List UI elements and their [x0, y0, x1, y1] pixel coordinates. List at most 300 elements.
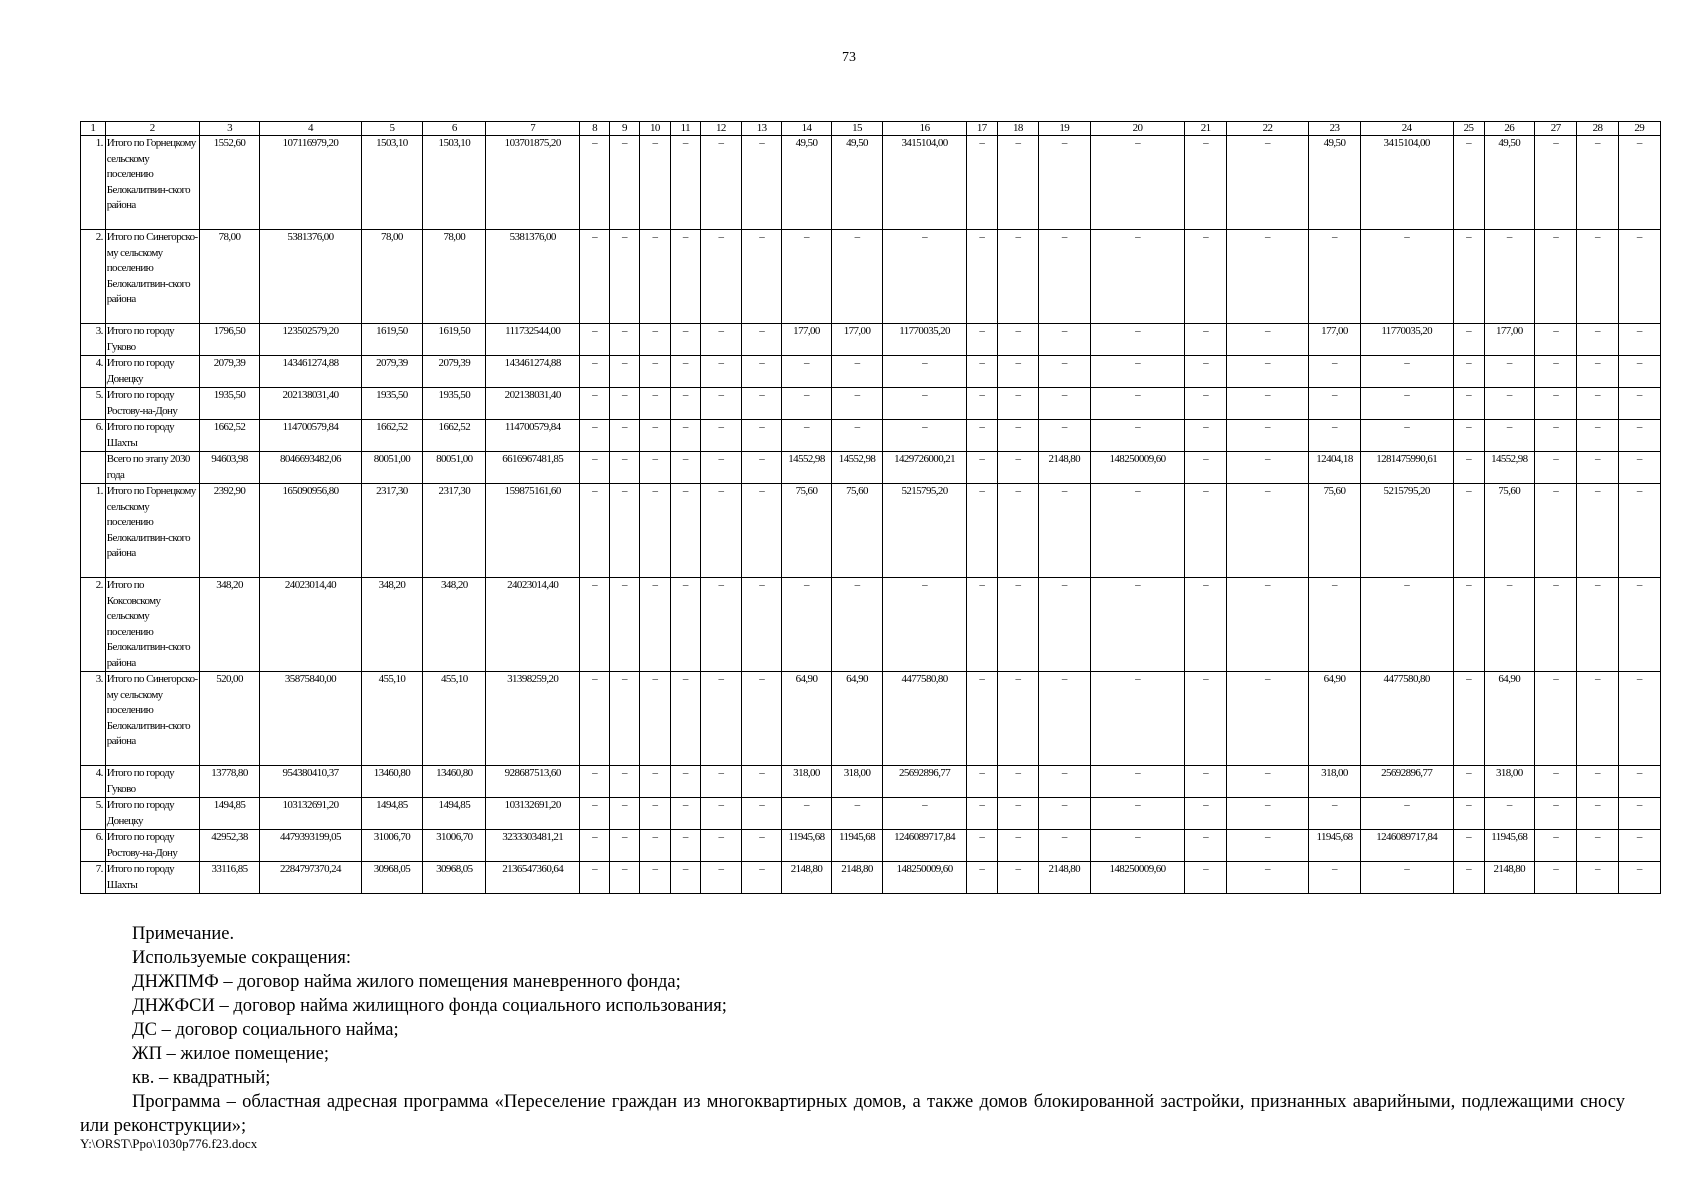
value-cell: 75,60: [1484, 484, 1535, 578]
empty-value-cell: –: [1535, 388, 1577, 420]
notes-title: Примечание.: [132, 924, 235, 944]
empty-value-cell: –: [639, 830, 670, 862]
notes-section: [80, 922, 1625, 1138]
empty-value-cell: –: [782, 230, 832, 324]
value-cell: 78,00: [199, 230, 260, 324]
empty-value-cell: –: [966, 766, 997, 798]
empty-value-cell: –: [1453, 862, 1484, 894]
empty-value-cell: –: [670, 830, 700, 862]
table-row: [81, 452, 1661, 484]
column-header: 21: [1185, 122, 1226, 136]
empty-value-cell: –: [1535, 420, 1577, 452]
empty-value-cell: –: [610, 356, 640, 388]
value-cell: 3415104,00: [883, 136, 967, 230]
empty-value-cell: –: [580, 356, 610, 388]
value-cell: 4477580,80: [883, 672, 967, 766]
empty-value-cell: –: [1577, 452, 1618, 484]
empty-value-cell: –: [610, 420, 640, 452]
value-cell: 14552,98: [782, 452, 832, 484]
column-header: 13: [742, 122, 782, 136]
empty-value-cell: –: [700, 672, 741, 766]
empty-value-cell: –: [1618, 324, 1660, 356]
empty-value-cell: –: [1453, 356, 1484, 388]
empty-value-cell: –: [997, 578, 1038, 672]
empty-value-cell: –: [580, 388, 610, 420]
empty-value-cell: –: [639, 452, 670, 484]
empty-value-cell: –: [1226, 388, 1309, 420]
value-cell: 13460,80: [423, 766, 486, 798]
value-cell: 2079,39: [199, 356, 260, 388]
column-header: 4: [260, 122, 361, 136]
program-definition: Программа – областная адресная программа «Переселение граждан из многоквартирных домов, а также домов блокированной застройки, признанных аварийными, подлежащими сносу или реконструкции»;: [80, 1092, 1625, 1136]
column-header: 28: [1577, 122, 1618, 136]
empty-value-cell: –: [742, 672, 782, 766]
abbreviation-item: кв. – квадратный;: [132, 1068, 271, 1088]
empty-value-cell: –: [1577, 578, 1618, 672]
empty-value-cell: –: [1309, 862, 1361, 894]
column-header: 12: [700, 122, 741, 136]
value-cell: 33116,85: [199, 862, 260, 894]
empty-value-cell: –: [1618, 388, 1660, 420]
empty-value-cell: –: [1618, 578, 1660, 672]
empty-value-cell: –: [1226, 798, 1309, 830]
empty-value-cell: –: [1090, 830, 1185, 862]
value-cell: 25692896,77: [1360, 766, 1453, 798]
value-cell: 4479393199,05: [260, 830, 361, 862]
value-cell: 1503,10: [361, 136, 423, 230]
value-cell: 14552,98: [1484, 452, 1535, 484]
empty-value-cell: –: [1090, 672, 1185, 766]
value-cell: 14552,98: [831, 452, 883, 484]
empty-value-cell: –: [580, 862, 610, 894]
empty-value-cell: –: [1618, 862, 1660, 894]
empty-value-cell: –: [1226, 420, 1309, 452]
empty-value-cell: –: [580, 420, 610, 452]
empty-value-cell: –: [610, 388, 640, 420]
empty-value-cell: –: [1226, 136, 1309, 230]
empty-value-cell: –: [997, 356, 1038, 388]
value-cell: 3233303481,21: [486, 830, 580, 862]
row-label-cell: Итого по городу Гуково: [105, 324, 199, 356]
data-table-container: [80, 121, 1661, 894]
value-cell: 24023014,40: [260, 578, 361, 672]
table-row: [81, 672, 1661, 766]
row-label-cell: Итого по городу Ростову-на-Дону: [105, 830, 199, 862]
value-cell: 13460,80: [361, 766, 423, 798]
empty-value-cell: –: [1226, 230, 1309, 324]
value-cell: 11945,68: [1309, 830, 1361, 862]
row-number-cell: 3.: [81, 324, 106, 356]
empty-value-cell: –: [1226, 862, 1309, 894]
empty-value-cell: –: [831, 356, 883, 388]
table-row: [81, 324, 1661, 356]
empty-value-cell: –: [610, 136, 640, 230]
value-cell: 4477580,80: [1360, 672, 1453, 766]
empty-value-cell: –: [639, 230, 670, 324]
value-cell: 11945,68: [1484, 830, 1535, 862]
empty-value-cell: –: [610, 672, 640, 766]
row-number-cell: 2.: [81, 578, 106, 672]
empty-value-cell: –: [997, 452, 1038, 484]
value-cell: 111732544,00: [486, 324, 580, 356]
table-row: [81, 578, 1661, 672]
empty-value-cell: –: [883, 420, 967, 452]
empty-value-cell: –: [1453, 578, 1484, 672]
empty-value-cell: –: [639, 484, 670, 578]
value-cell: 954380410,37: [260, 766, 361, 798]
value-cell: 455,10: [361, 672, 423, 766]
value-cell: 202138031,40: [260, 388, 361, 420]
value-cell: 1935,50: [361, 388, 423, 420]
empty-value-cell: –: [639, 136, 670, 230]
row-number-cell: 5.: [81, 388, 106, 420]
column-header: 22: [1226, 122, 1309, 136]
value-cell: 348,20: [361, 578, 423, 672]
empty-value-cell: –: [997, 136, 1038, 230]
empty-value-cell: –: [610, 230, 640, 324]
empty-value-cell: –: [831, 798, 883, 830]
value-cell: 80051,00: [423, 452, 486, 484]
empty-value-cell: –: [1185, 420, 1226, 452]
empty-value-cell: –: [1039, 324, 1091, 356]
row-label-cell: Итого по Горнецкому сельскому поселению Белокалитвин-ского района: [105, 484, 199, 578]
empty-value-cell: –: [831, 388, 883, 420]
value-cell: 11770035,20: [883, 324, 967, 356]
empty-value-cell: –: [742, 388, 782, 420]
empty-value-cell: –: [1309, 388, 1361, 420]
empty-value-cell: –: [742, 798, 782, 830]
empty-value-cell: –: [782, 356, 832, 388]
empty-value-cell: –: [700, 388, 741, 420]
empty-value-cell: –: [700, 862, 741, 894]
value-cell: 2392,90: [199, 484, 260, 578]
empty-value-cell: –: [1577, 356, 1618, 388]
empty-value-cell: –: [1185, 862, 1226, 894]
empty-value-cell: –: [1185, 452, 1226, 484]
value-cell: 31006,70: [423, 830, 486, 862]
empty-value-cell: –: [1535, 484, 1577, 578]
value-cell: 1494,85: [423, 798, 486, 830]
value-cell: 49,50: [831, 136, 883, 230]
empty-value-cell: –: [742, 420, 782, 452]
empty-value-cell: –: [997, 388, 1038, 420]
empty-value-cell: –: [1453, 484, 1484, 578]
empty-value-cell: –: [670, 766, 700, 798]
empty-value-cell: –: [700, 766, 741, 798]
value-cell: 2148,80: [1484, 862, 1535, 894]
empty-value-cell: –: [966, 356, 997, 388]
empty-value-cell: –: [1039, 136, 1091, 230]
value-cell: 103132691,20: [486, 798, 580, 830]
table-row: [81, 230, 1661, 324]
empty-value-cell: –: [997, 862, 1038, 894]
value-cell: 202138031,40: [486, 388, 580, 420]
empty-value-cell: –: [639, 324, 670, 356]
empty-value-cell: –: [966, 452, 997, 484]
empty-value-cell: –: [1090, 766, 1185, 798]
row-label-cell: Итого по городу Шахты: [105, 420, 199, 452]
empty-value-cell: –: [1185, 578, 1226, 672]
value-cell: 1494,85: [199, 798, 260, 830]
row-number-cell: 1.: [81, 136, 106, 230]
empty-value-cell: –: [1577, 862, 1618, 894]
value-cell: 5381376,00: [486, 230, 580, 324]
value-cell: 49,50: [782, 136, 832, 230]
empty-value-cell: –: [610, 324, 640, 356]
empty-value-cell: –: [1453, 136, 1484, 230]
value-cell: 143461274,88: [260, 356, 361, 388]
value-cell: 5381376,00: [260, 230, 361, 324]
empty-value-cell: –: [1535, 862, 1577, 894]
value-cell: 114700579,84: [260, 420, 361, 452]
empty-value-cell: –: [966, 862, 997, 894]
empty-value-cell: –: [670, 136, 700, 230]
value-cell: 11770035,20: [1360, 324, 1453, 356]
empty-value-cell: –: [1453, 798, 1484, 830]
row-label-cell: Итого по городу Шахты: [105, 862, 199, 894]
empty-value-cell: –: [1453, 672, 1484, 766]
empty-value-cell: –: [700, 356, 741, 388]
empty-value-cell: –: [1185, 798, 1226, 830]
empty-value-cell: –: [1090, 356, 1185, 388]
row-label-cell: Итого по Синегорско-му сельскому поселению Белокалитвин-ского района: [105, 230, 199, 324]
value-cell: 64,90: [782, 672, 832, 766]
value-cell: 8046693482,06: [260, 452, 361, 484]
table-row: [81, 484, 1661, 578]
column-header: 18: [997, 122, 1038, 136]
empty-value-cell: –: [1185, 830, 1226, 862]
value-cell: 1246089717,84: [883, 830, 967, 862]
value-cell: 49,50: [1484, 136, 1535, 230]
empty-value-cell: –: [742, 862, 782, 894]
empty-value-cell: –: [782, 420, 832, 452]
empty-value-cell: –: [831, 230, 883, 324]
value-cell: 80051,00: [361, 452, 423, 484]
abbreviations-header: Используемые сокращения:: [132, 948, 352, 968]
empty-value-cell: –: [1185, 324, 1226, 356]
empty-value-cell: –: [700, 452, 741, 484]
empty-value-cell: –: [610, 862, 640, 894]
column-header: 14: [782, 122, 832, 136]
value-cell: 455,10: [423, 672, 486, 766]
row-number-cell: [81, 452, 106, 484]
empty-value-cell: –: [1535, 578, 1577, 672]
empty-value-cell: –: [580, 452, 610, 484]
empty-value-cell: –: [1577, 798, 1618, 830]
empty-value-cell: –: [639, 766, 670, 798]
value-cell: 177,00: [831, 324, 883, 356]
empty-value-cell: –: [1535, 672, 1577, 766]
value-cell: 94603,98: [199, 452, 260, 484]
column-header: 27: [1535, 122, 1577, 136]
empty-value-cell: –: [1618, 230, 1660, 324]
value-cell: 78,00: [361, 230, 423, 324]
value-cell: 2317,30: [423, 484, 486, 578]
empty-value-cell: –: [1618, 484, 1660, 578]
data-table: [80, 121, 1661, 894]
value-cell: 64,90: [831, 672, 883, 766]
empty-value-cell: –: [782, 388, 832, 420]
empty-value-cell: –: [639, 862, 670, 894]
empty-value-cell: –: [1577, 672, 1618, 766]
empty-value-cell: –: [742, 356, 782, 388]
empty-value-cell: –: [1039, 484, 1091, 578]
row-number-cell: 1.: [81, 484, 106, 578]
column-header: 10: [639, 122, 670, 136]
empty-value-cell: –: [1577, 230, 1618, 324]
table-row: [81, 388, 1661, 420]
value-cell: 2148,80: [1039, 452, 1091, 484]
table-row: [81, 830, 1661, 862]
column-header: 9: [610, 122, 640, 136]
value-cell: 25692896,77: [883, 766, 967, 798]
empty-value-cell: –: [1453, 420, 1484, 452]
empty-value-cell: –: [700, 324, 741, 356]
empty-value-cell: –: [966, 230, 997, 324]
empty-value-cell: –: [966, 136, 997, 230]
value-cell: 159875161,60: [486, 484, 580, 578]
empty-value-cell: –: [1226, 672, 1309, 766]
empty-value-cell: –: [997, 324, 1038, 356]
column-header: 1: [81, 122, 106, 136]
value-cell: 123502579,20: [260, 324, 361, 356]
value-cell: 928687513,60: [486, 766, 580, 798]
row-number-cell: 2.: [81, 230, 106, 324]
value-cell: 318,00: [782, 766, 832, 798]
value-cell: 2317,30: [361, 484, 423, 578]
empty-value-cell: –: [883, 388, 967, 420]
empty-value-cell: –: [1577, 388, 1618, 420]
empty-value-cell: –: [670, 484, 700, 578]
empty-value-cell: –: [1185, 672, 1226, 766]
empty-value-cell: –: [1090, 420, 1185, 452]
empty-value-cell: –: [1577, 136, 1618, 230]
abbreviation-item: ДНЖПМФ – договор найма жилого помещения маневренного фонда;: [132, 972, 681, 992]
table-body: [81, 136, 1661, 894]
empty-value-cell: –: [742, 324, 782, 356]
value-cell: 75,60: [1309, 484, 1361, 578]
row-number-cell: 3.: [81, 672, 106, 766]
empty-value-cell: –: [1618, 830, 1660, 862]
empty-value-cell: –: [1226, 356, 1309, 388]
page-number: 73: [842, 50, 856, 65]
column-header: 24: [1360, 122, 1453, 136]
column-header: 11: [670, 122, 700, 136]
empty-value-cell: –: [1039, 420, 1091, 452]
empty-value-cell: –: [610, 578, 640, 672]
value-cell: 148250009,60: [1090, 862, 1185, 894]
empty-value-cell: –: [1535, 136, 1577, 230]
empty-value-cell: –: [1618, 356, 1660, 388]
empty-value-cell: –: [580, 230, 610, 324]
empty-value-cell: –: [1484, 578, 1535, 672]
empty-value-cell: –: [639, 420, 670, 452]
table-row: [81, 766, 1661, 798]
value-cell: 1619,50: [361, 324, 423, 356]
empty-value-cell: –: [1039, 388, 1091, 420]
empty-value-cell: –: [1577, 420, 1618, 452]
row-number-cell: 5.: [81, 798, 106, 830]
empty-value-cell: –: [639, 672, 670, 766]
empty-value-cell: –: [700, 830, 741, 862]
empty-value-cell: –: [1039, 798, 1091, 830]
abbreviation-item: ЖП – жилое помещение;: [132, 1044, 329, 1064]
empty-value-cell: –: [580, 830, 610, 862]
value-cell: 30968,05: [423, 862, 486, 894]
value-cell: 1429726000,21: [883, 452, 967, 484]
empty-value-cell: –: [742, 484, 782, 578]
empty-value-cell: –: [1618, 766, 1660, 798]
value-cell: 12404,18: [1309, 452, 1361, 484]
value-cell: 31006,70: [361, 830, 423, 862]
empty-value-cell: –: [580, 484, 610, 578]
value-cell: 520,00: [199, 672, 260, 766]
empty-value-cell: –: [670, 672, 700, 766]
empty-value-cell: –: [610, 484, 640, 578]
column-header: 15: [831, 122, 883, 136]
empty-value-cell: –: [580, 672, 610, 766]
empty-value-cell: –: [670, 578, 700, 672]
empty-value-cell: –: [580, 324, 610, 356]
value-cell: 1662,52: [199, 420, 260, 452]
value-cell: 30968,05: [361, 862, 423, 894]
table-row: [81, 136, 1661, 230]
empty-value-cell: –: [782, 578, 832, 672]
value-cell: 49,50: [1309, 136, 1361, 230]
empty-value-cell: –: [1226, 484, 1309, 578]
value-cell: 35875840,00: [260, 672, 361, 766]
empty-value-cell: –: [1484, 388, 1535, 420]
value-cell: 5215795,20: [1360, 484, 1453, 578]
value-cell: 42952,38: [199, 830, 260, 862]
value-cell: 1552,60: [199, 136, 260, 230]
value-cell: 177,00: [1484, 324, 1535, 356]
column-header: 7: [486, 122, 580, 136]
empty-value-cell: –: [966, 388, 997, 420]
empty-value-cell: –: [1185, 136, 1226, 230]
empty-value-cell: –: [1484, 798, 1535, 830]
value-cell: 114700579,84: [486, 420, 580, 452]
abbreviation-item: ДНЖФСИ – договор найма жилищного фонда социального использования;: [132, 996, 727, 1016]
value-cell: 318,00: [1484, 766, 1535, 798]
value-cell: 1935,50: [199, 388, 260, 420]
empty-value-cell: –: [700, 230, 741, 324]
value-cell: 103132691,20: [260, 798, 361, 830]
empty-value-cell: –: [1226, 578, 1309, 672]
empty-value-cell: –: [1360, 388, 1453, 420]
row-number-cell: 4.: [81, 356, 106, 388]
row-number-cell: 7.: [81, 862, 106, 894]
value-cell: 103701875,20: [486, 136, 580, 230]
value-cell: 24023014,40: [486, 578, 580, 672]
value-cell: 75,60: [782, 484, 832, 578]
value-cell: 318,00: [1309, 766, 1361, 798]
empty-value-cell: –: [997, 420, 1038, 452]
abbreviation-item: ДС – договор социального найма;: [132, 1020, 399, 1040]
empty-value-cell: –: [1039, 230, 1091, 324]
empty-value-cell: –: [1535, 230, 1577, 324]
empty-value-cell: –: [1360, 356, 1453, 388]
row-label-cell: Итого по городу Донецку: [105, 798, 199, 830]
value-cell: 107116979,20: [260, 136, 361, 230]
value-cell: 148250009,60: [1090, 452, 1185, 484]
value-cell: 2148,80: [1039, 862, 1091, 894]
value-cell: 11945,68: [782, 830, 832, 862]
value-cell: 2136547360,64: [486, 862, 580, 894]
empty-value-cell: –: [782, 798, 832, 830]
row-label-cell: Всего по этапу 2030 года: [105, 452, 199, 484]
column-header: 8: [580, 122, 610, 136]
